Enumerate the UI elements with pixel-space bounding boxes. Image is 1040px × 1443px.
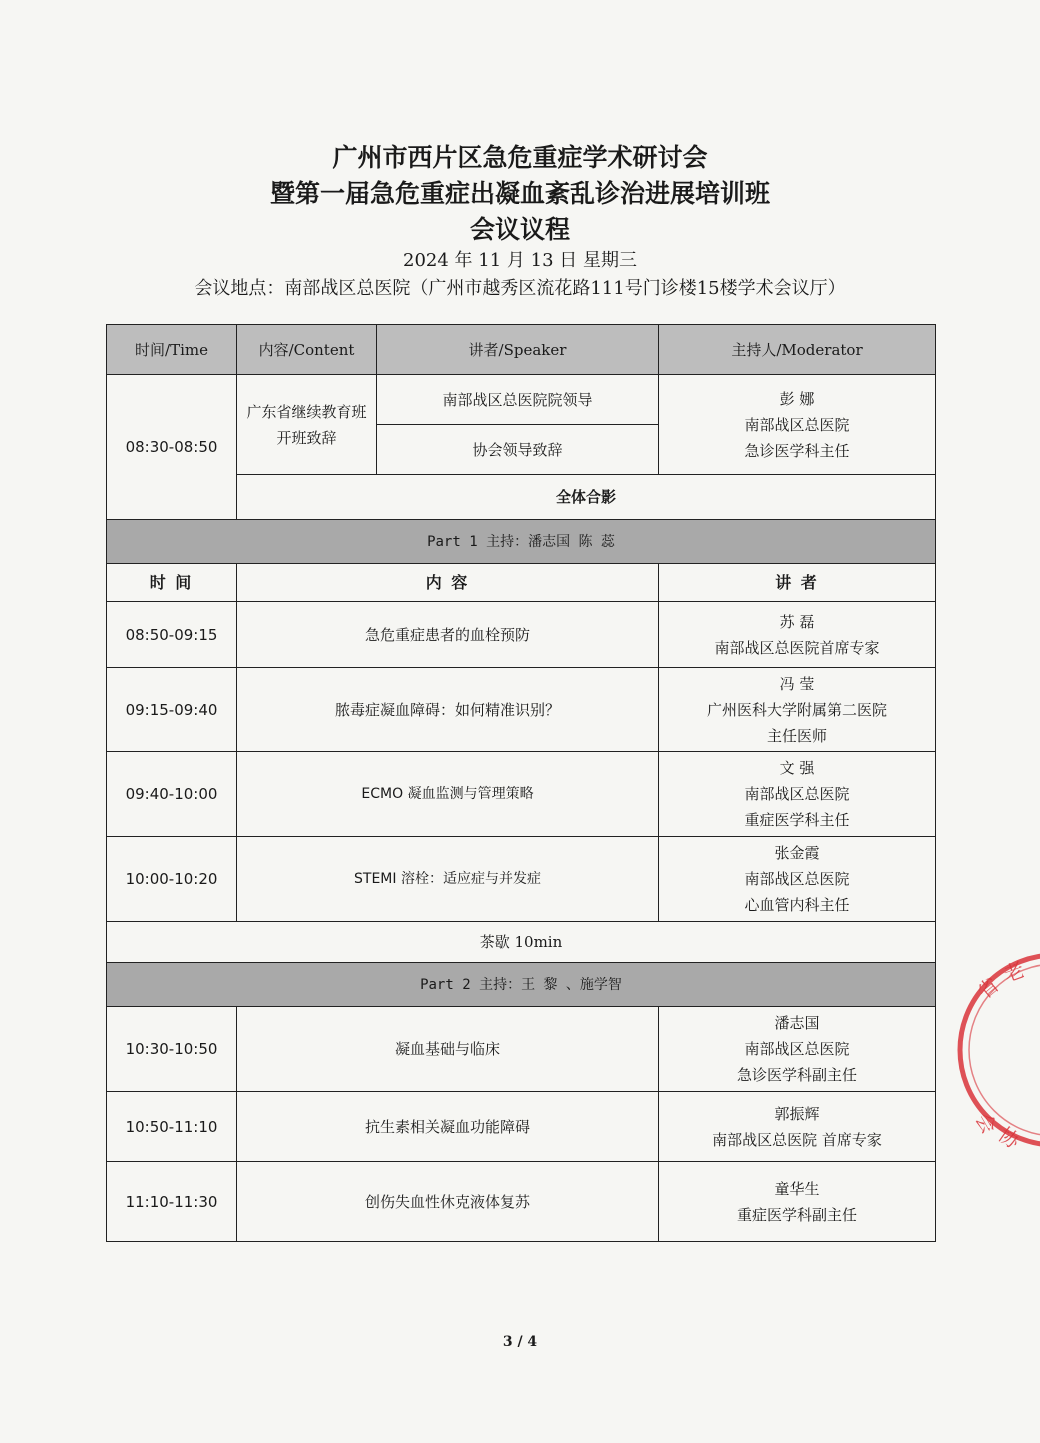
- session-time: 08:50-09:15: [107, 602, 237, 668]
- meeting-venue: 会议地点：南部战区总医院（广州市越秀区流花路111号门诊楼15楼学术会议厅）: [194, 278, 846, 299]
- col-content: 内 容: [237, 564, 659, 602]
- speaker-name: 冯 莹: [779, 674, 815, 693]
- session-topic: ECMO 凝血监测与管理策略: [237, 752, 659, 837]
- svg-text:协: 协: [994, 1122, 1025, 1154]
- opening-speaker2: 协会领导致辞: [377, 425, 659, 475]
- moderator-name: 彭 娜: [779, 389, 815, 408]
- session-speaker: [659, 1162, 936, 1242]
- session-speaker: [659, 752, 936, 837]
- session-speaker: [659, 602, 936, 668]
- opening-content-line1: 广东省继续教育班: [246, 402, 367, 421]
- part1-column-header: [107, 564, 936, 602]
- opening-content-line2: 开班致辞: [276, 428, 337, 447]
- table-header-row: [107, 325, 936, 375]
- speaker-org: 南部战区总医院: [744, 1040, 850, 1058]
- speaker-org: 广州医科大学附属第二医院: [706, 700, 887, 719]
- svg-text:老: 老: [1000, 957, 1028, 987]
- speaker-name: 潘志国: [774, 1014, 820, 1032]
- header-time: 时间/Time: [107, 325, 237, 375]
- speaker-title: 主任医师: [766, 726, 827, 745]
- part2-row: [107, 963, 936, 1007]
- moderator-org: 南部战区总医院: [744, 415, 850, 434]
- agenda-table: [106, 324, 936, 1242]
- session-speaker: [659, 1007, 936, 1092]
- session-time: 11:10-11:30: [107, 1162, 237, 1242]
- opening-row: [107, 375, 936, 425]
- session-topic: 急危重症患者的血栓预防: [237, 602, 659, 668]
- table-row: [107, 1092, 936, 1162]
- table-row: [107, 1007, 936, 1092]
- speaker-org: 南部战区总医院: [744, 785, 850, 803]
- session-time: 10:00-10:20: [107, 837, 237, 922]
- header-content: 内容/Content: [237, 325, 377, 375]
- table-row: [107, 837, 936, 922]
- session-topic: STEMI 溶栓：适应症与并发症: [237, 837, 659, 922]
- session-time: 10:50-11:10: [107, 1092, 237, 1162]
- session-speaker: [659, 837, 936, 922]
- speaker-name: 苏 磊: [779, 612, 815, 631]
- page-number: 3 / 4: [502, 1334, 538, 1350]
- opening-time: 08:30-08:50: [107, 375, 237, 520]
- table-row: [107, 668, 936, 752]
- speaker-org: 南部战区总医院 首席专家: [712, 1130, 882, 1149]
- col-speaker: 讲 者: [659, 564, 936, 602]
- seal-stamp: [955, 940, 1040, 1160]
- break-row: [107, 922, 936, 963]
- opening-moderator: [659, 375, 936, 475]
- doc-title-line2: 暨第一届急危重症出凝血紊乱诊治进展培训班: [269, 179, 770, 208]
- speaker-name: 郭振辉: [774, 1104, 820, 1123]
- session-speaker: [659, 1092, 936, 1162]
- speaker-org: 重症医学科副主任: [736, 1205, 857, 1224]
- meeting-date: 2024 年 11 月 13 日 星期三: [403, 250, 637, 271]
- session-time: 09:40-10:00: [107, 752, 237, 837]
- speaker-title: 心血管内科主任: [744, 896, 850, 914]
- doc-title-line1: 广州市西片区急危重症学术研讨会: [332, 143, 708, 172]
- session-topic: 脓毒症凝血障碍：如何精准识别？: [237, 668, 659, 752]
- speaker-title: 急诊医学科副主任: [736, 1066, 857, 1084]
- speaker-org: 南部战区总医院首席专家: [714, 638, 880, 657]
- part1-row: [107, 520, 936, 564]
- opening-speaker1: 南部战区总医院院领导: [377, 375, 659, 425]
- session-speaker: [659, 668, 936, 752]
- svg-text:会: 会: [970, 1108, 1002, 1138]
- group-photo: 全体合影: [237, 475, 936, 520]
- tea-break: 茶歇 10min: [107, 922, 936, 963]
- part1-moderators: Part 1 主持：潘志国 陈 蕊: [107, 520, 936, 564]
- doc-title-line3: 会议议程: [469, 215, 570, 244]
- speaker-name: 张金霞: [774, 844, 820, 862]
- speaker-name: 文 强: [779, 759, 815, 777]
- table-row: [107, 1162, 936, 1242]
- header-speaker: 讲者/Speaker: [377, 325, 659, 375]
- table-row: [107, 602, 936, 668]
- opening-content: [237, 375, 377, 475]
- header-moderator: 主持人/Moderator: [659, 325, 936, 375]
- speaker-name: 童华生: [774, 1179, 820, 1198]
- part2-moderators: Part 2 主持：王 黎 、施学智: [107, 963, 936, 1007]
- table-row: [107, 752, 936, 837]
- col-time: 时 间: [107, 564, 237, 602]
- session-topic: 凝血基础与临床: [237, 1007, 659, 1092]
- speaker-title: 重症医学科主任: [744, 811, 850, 829]
- moderator-title: 急诊医学科主任: [744, 441, 850, 460]
- speaker-org: 南部战区总医院: [744, 870, 850, 888]
- session-time: 10:30-10:50: [107, 1007, 237, 1092]
- session-time: 09:15-09:40: [107, 668, 237, 752]
- session-topic: 创伤失血性休克液体复苏: [237, 1162, 659, 1242]
- svg-text:省: 省: [972, 972, 1004, 1004]
- session-topic: 抗生素相关凝血功能障碍: [237, 1092, 659, 1162]
